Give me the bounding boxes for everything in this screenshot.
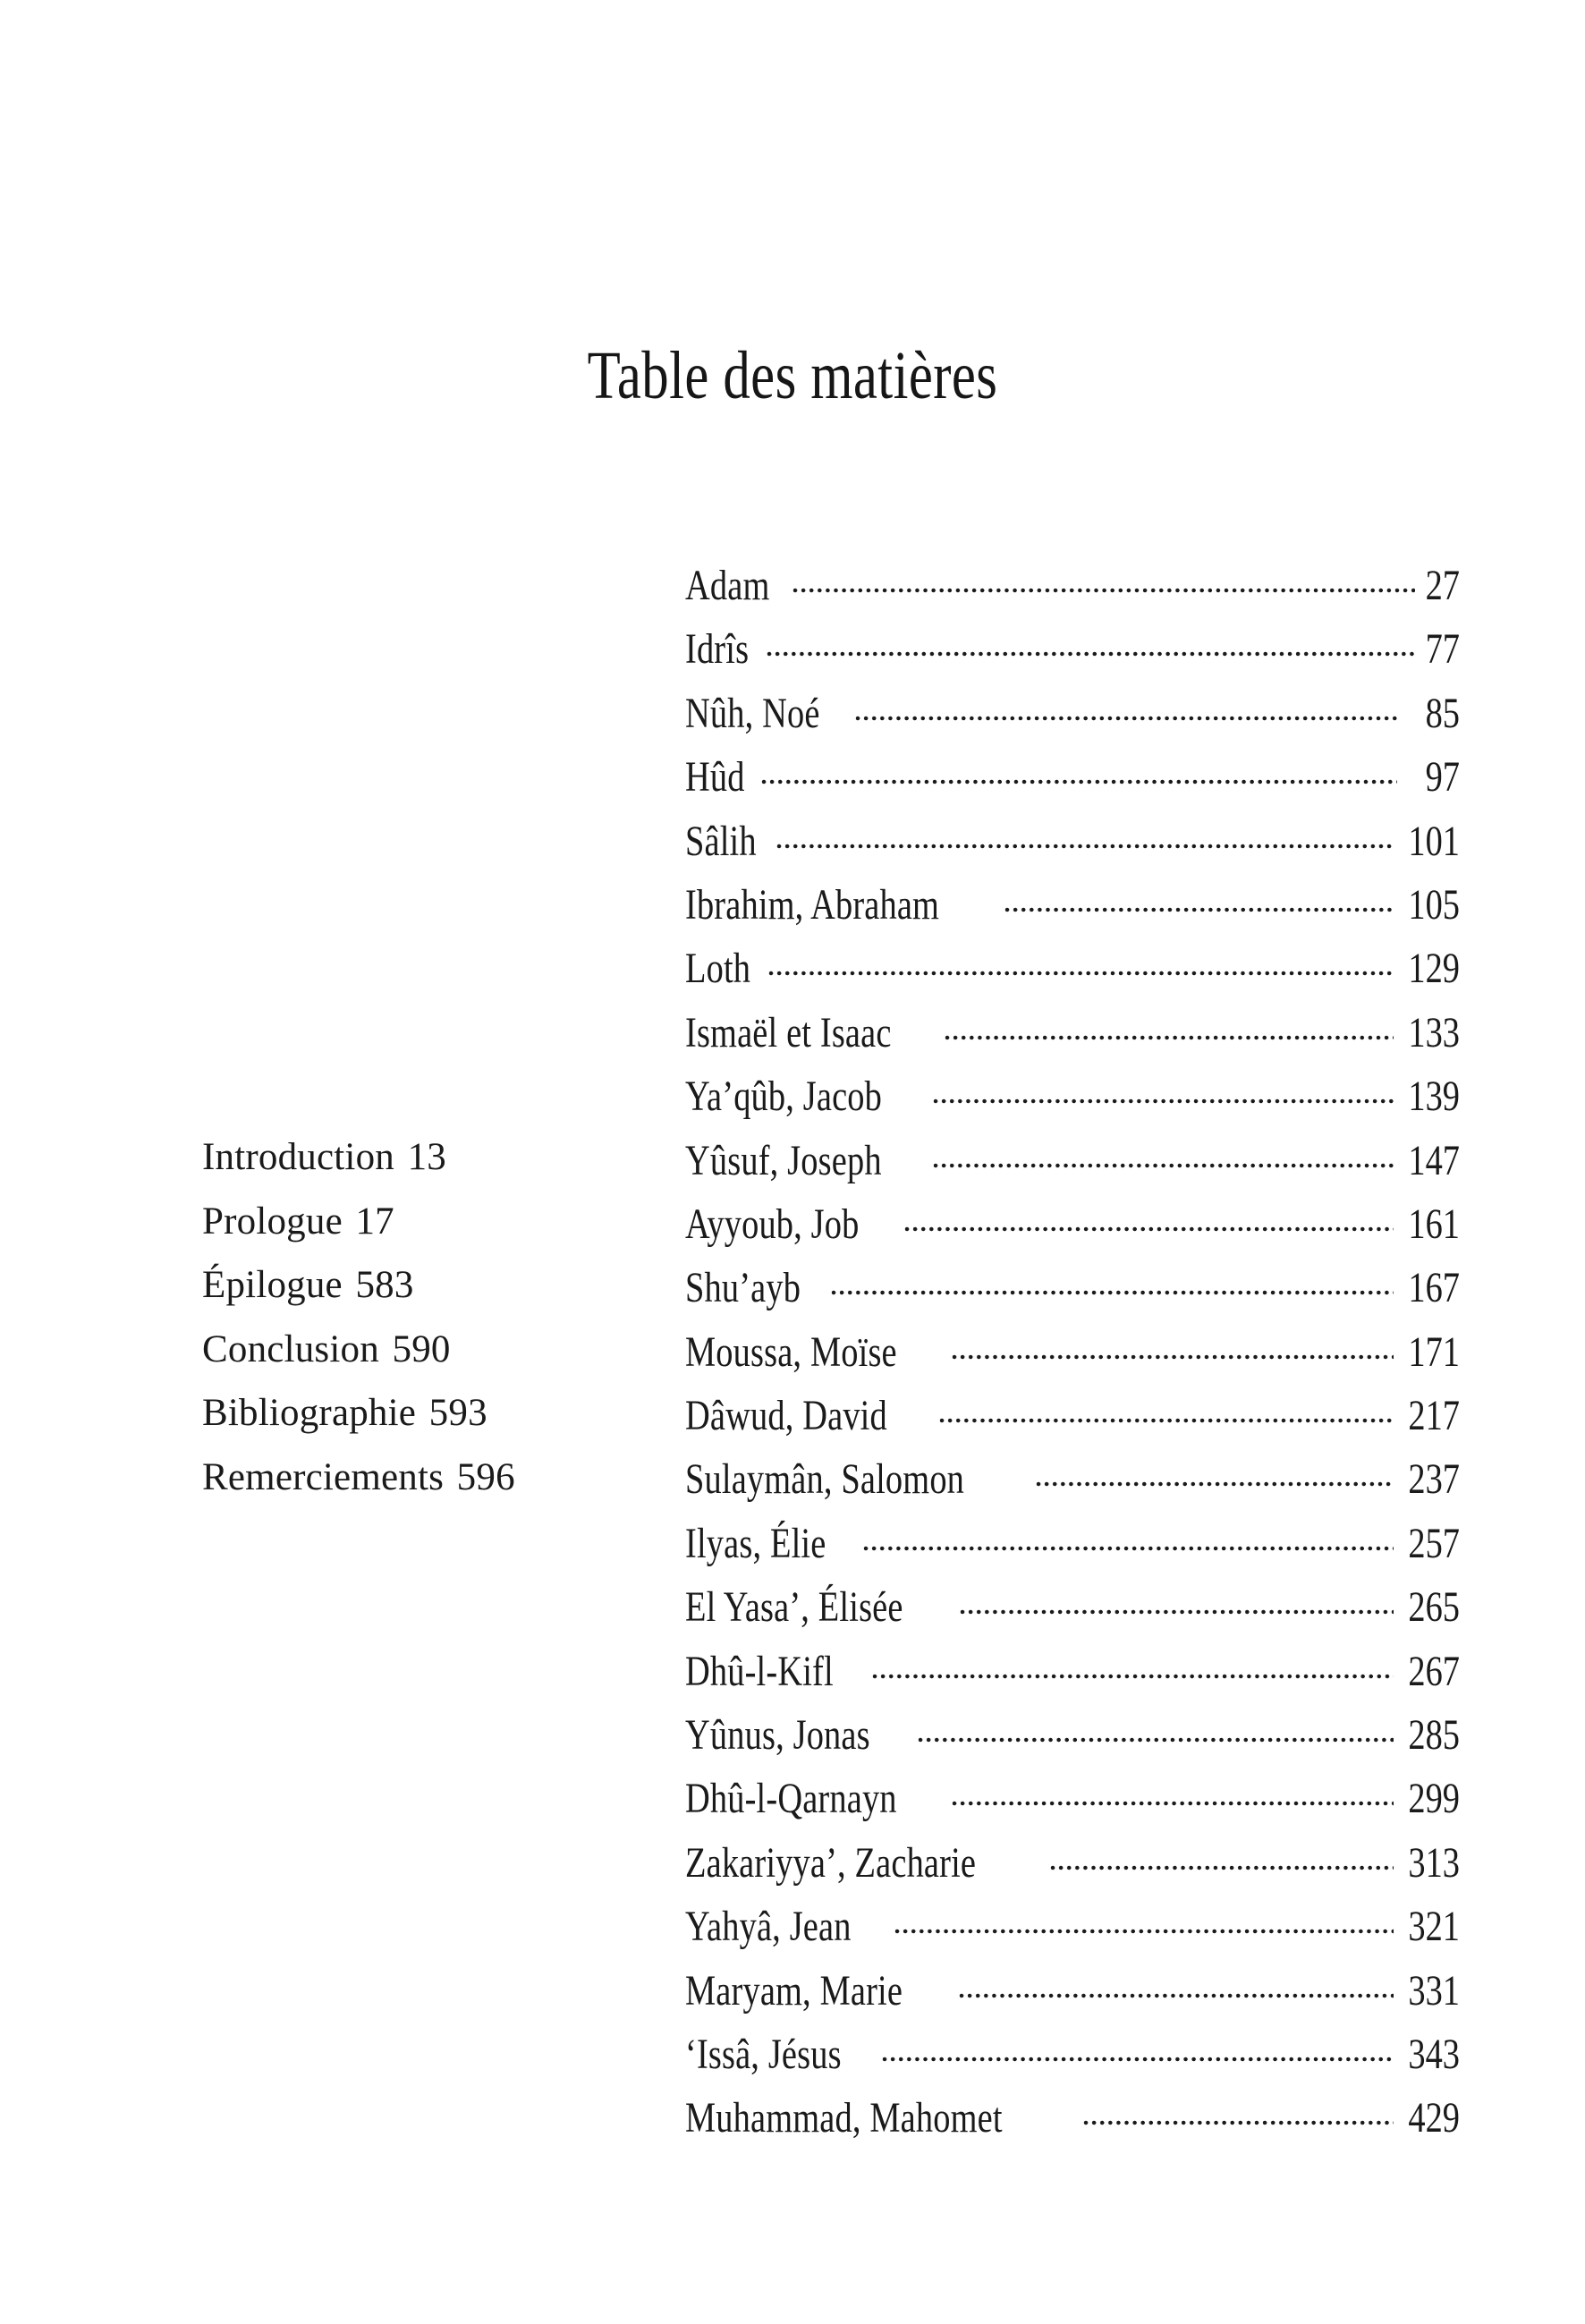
front-matter-item-page-number: 583 — [355, 1264, 414, 1306]
toc-entry-label: Shu’ayb — [685, 1264, 801, 1312]
front-matter-item[interactable] — [202, 1125, 649, 1190]
toc-entry[interactable] — [685, 1387, 1460, 1450]
toc-entry-page-number: 267 — [1408, 1647, 1460, 1695]
toc-entry-label: Yûsuf, Joseph — [685, 1136, 882, 1184]
toc-dot-leader — [959, 1962, 1394, 2005]
toc-entry-page-number: 129 — [1408, 945, 1460, 993]
toc-entry-page-number: 313 — [1408, 1838, 1460, 1887]
front-matter-item-page-number: 17 — [355, 1200, 394, 1243]
toc-entry-page-number: 85 — [1425, 689, 1460, 737]
page-title: Table des matières — [587, 338, 998, 413]
toc-entry-label: Zakariyya’, Zacharie — [685, 1838, 977, 1887]
toc-dot-leader — [1050, 1834, 1394, 1877]
front-matter-item-label: Remerciements — [202, 1455, 445, 1498]
toc-entry-label: Idrîs — [685, 625, 750, 674]
toc-entry-label: Loth — [685, 945, 751, 993]
toc-entry-page-number: 257 — [1408, 1519, 1460, 1567]
toc-entry[interactable] — [685, 748, 1460, 811]
toc-entry[interactable] — [685, 1323, 1460, 1387]
front-matter-item-label: Prologue — [202, 1200, 343, 1243]
toc-entry-label: ‘Issâ, Jésus — [685, 2030, 842, 2078]
toc-dot-leader — [952, 1769, 1394, 1812]
table-of-contents-list — [685, 556, 1460, 2153]
front-matter-item[interactable] — [202, 1190, 649, 1254]
toc-entry-label: Moussa, Moïse — [685, 1327, 897, 1376]
toc-entry[interactable] — [685, 939, 1460, 1003]
toc-dot-leader — [1036, 1450, 1394, 1493]
toc-entry-page-number: 167 — [1408, 1264, 1460, 1312]
front-matter-item-page-number: 593 — [428, 1392, 487, 1434]
toc-entry[interactable] — [685, 2025, 1460, 2089]
front-matter-item-gap — [416, 1381, 429, 1446]
toc-entry[interactable] — [685, 684, 1460, 748]
toc-dot-leader — [904, 1195, 1394, 1238]
toc-entry-label: Yahyâ, Jean — [685, 1903, 852, 1951]
toc-dot-leader — [863, 1514, 1394, 1557]
toc-dot-leader — [933, 1067, 1394, 1110]
toc-entry-page-number: 343 — [1408, 2030, 1460, 2078]
toc-entry-page-number: 429 — [1408, 2094, 1460, 2142]
front-matter-item-label: Conclusion — [202, 1327, 379, 1370]
toc-entry-label: Dâwud, David — [685, 1392, 887, 1440]
toc-entry-label: Sâlih — [685, 817, 757, 865]
front-matter-item-gap — [444, 1446, 457, 1510]
toc-dot-leader — [1083, 2089, 1394, 2132]
toc-dot-leader — [918, 1706, 1394, 1749]
toc-entry-label: Dhû-l-Qarnayn — [685, 1775, 897, 1823]
front-matter-item-gap — [343, 1190, 356, 1254]
toc-dot-leader — [776, 812, 1394, 855]
toc-entry[interactable] — [685, 1195, 1460, 1259]
toc-entry-page-number: 321 — [1408, 1903, 1460, 1951]
toc-entry[interactable] — [685, 1067, 1460, 1131]
front-matter-item-page-number: 13 — [407, 1136, 446, 1178]
toc-entry-page-number: 265 — [1408, 1583, 1460, 1632]
toc-entry[interactable] — [685, 1004, 1460, 1067]
toc-entry[interactable] — [685, 1578, 1460, 1641]
toc-dot-leader — [945, 1004, 1394, 1047]
toc-entry[interactable] — [685, 1706, 1460, 1769]
toc-dot-leader — [767, 620, 1415, 663]
toc-entry[interactable] — [685, 2089, 1460, 2152]
toc-dot-leader — [933, 1132, 1394, 1175]
toc-entry-page-number: 161 — [1408, 1200, 1460, 1248]
toc-entry-page-number: 285 — [1408, 1711, 1460, 1760]
toc-dot-leader — [768, 939, 1394, 982]
toc-entry-label: Ibrahim, Abraham — [685, 880, 940, 929]
toc-entry-label: Sulaymân, Salomon — [685, 1455, 965, 1504]
front-matter-item[interactable] — [202, 1253, 649, 1318]
toc-entry-page-number: 299 — [1408, 1775, 1460, 1823]
toc-entry-page-number: 237 — [1408, 1455, 1460, 1504]
toc-entry-page-number: 217 — [1408, 1392, 1460, 1440]
toc-entry-page-number: 133 — [1408, 1008, 1460, 1056]
toc-entry-page-number: 77 — [1425, 625, 1460, 674]
toc-entry[interactable] — [685, 1132, 1460, 1195]
toc-entry-label: Hûd — [685, 753, 745, 802]
toc-dot-leader — [872, 1642, 1394, 1685]
toc-entry-page-number: 147 — [1408, 1136, 1460, 1184]
toc-entry[interactable] — [685, 876, 1460, 939]
front-matter-item-page-number: 596 — [456, 1455, 515, 1498]
front-matter-item-gap — [394, 1125, 408, 1190]
toc-entry[interactable] — [685, 620, 1460, 683]
toc-dot-leader — [960, 1578, 1394, 1621]
toc-dot-leader — [855, 684, 1397, 727]
toc-entry-label: Ya’qûb, Jacob — [685, 1073, 883, 1121]
front-matter-item[interactable] — [202, 1446, 649, 1510]
toc-entry-label: Dhû-l-Kifl — [685, 1647, 834, 1695]
front-matter-item-gap — [343, 1253, 356, 1318]
toc-entry-page-number: 331 — [1408, 1966, 1460, 2014]
toc-entry[interactable] — [685, 1514, 1460, 1578]
toc-dot-leader — [882, 2025, 1394, 2068]
front-matter-item[interactable] — [202, 1318, 649, 1382]
front-matter-item-label: Bibliographie — [202, 1392, 417, 1434]
toc-dot-leader — [792, 556, 1415, 599]
toc-entry[interactable] — [685, 1450, 1460, 1514]
toc-entry[interactable] — [685, 1897, 1460, 1961]
toc-entry[interactable] — [685, 1642, 1460, 1706]
toc-dot-leader — [952, 1323, 1394, 1366]
toc-entry-label: Ismaël et Isaac — [685, 1008, 892, 1056]
front-matter-item-label: Introduction — [202, 1136, 394, 1178]
toc-entry-label: Muhammad, Mahomet — [685, 2094, 1003, 2142]
toc-entry-page-number: 105 — [1408, 880, 1460, 929]
toc-entry-label: El Yasa’, Élisée — [685, 1583, 903, 1632]
toc-entry-label: Yûnus, Jonas — [685, 1711, 870, 1760]
toc-entry-page-number: 27 — [1425, 562, 1460, 609]
front-matter-item-label: Épilogue — [202, 1264, 343, 1306]
toc-dot-leader — [1004, 876, 1394, 919]
front-matter-item[interactable] — [202, 1381, 649, 1446]
front-matter-item-gap — [379, 1318, 393, 1382]
toc-entry-page-number: 171 — [1408, 1327, 1460, 1376]
front-matter-list — [202, 1125, 649, 1509]
toc-dot-leader — [761, 748, 1397, 791]
toc-entry-page-number: 101 — [1408, 817, 1460, 865]
toc-dot-leader — [831, 1259, 1394, 1302]
toc-entry-page-number: 139 — [1408, 1073, 1460, 1121]
toc-entry-page-number: 97 — [1425, 753, 1460, 802]
toc-entry[interactable] — [685, 556, 1460, 620]
toc-entry[interactable] — [685, 1769, 1460, 1833]
toc-entry-label: Maryam, Marie — [685, 1966, 903, 2014]
toc-entry[interactable] — [685, 812, 1460, 876]
toc-entry-label: Ilyas, Élie — [685, 1519, 826, 1567]
toc-entry[interactable] — [685, 1259, 1460, 1322]
toc-entry-label: Nûh, Noé — [685, 689, 820, 737]
toc-entry[interactable] — [685, 1834, 1460, 1897]
toc-entry-label: Adam — [685, 562, 770, 609]
front-matter-item-page-number: 590 — [392, 1327, 451, 1370]
toc-dot-leader — [894, 1897, 1394, 1940]
toc-entry[interactable] — [685, 1962, 1460, 2025]
toc-entry-label: Ayyoub, Job — [685, 1200, 860, 1248]
toc-dot-leader — [939, 1387, 1394, 1429]
